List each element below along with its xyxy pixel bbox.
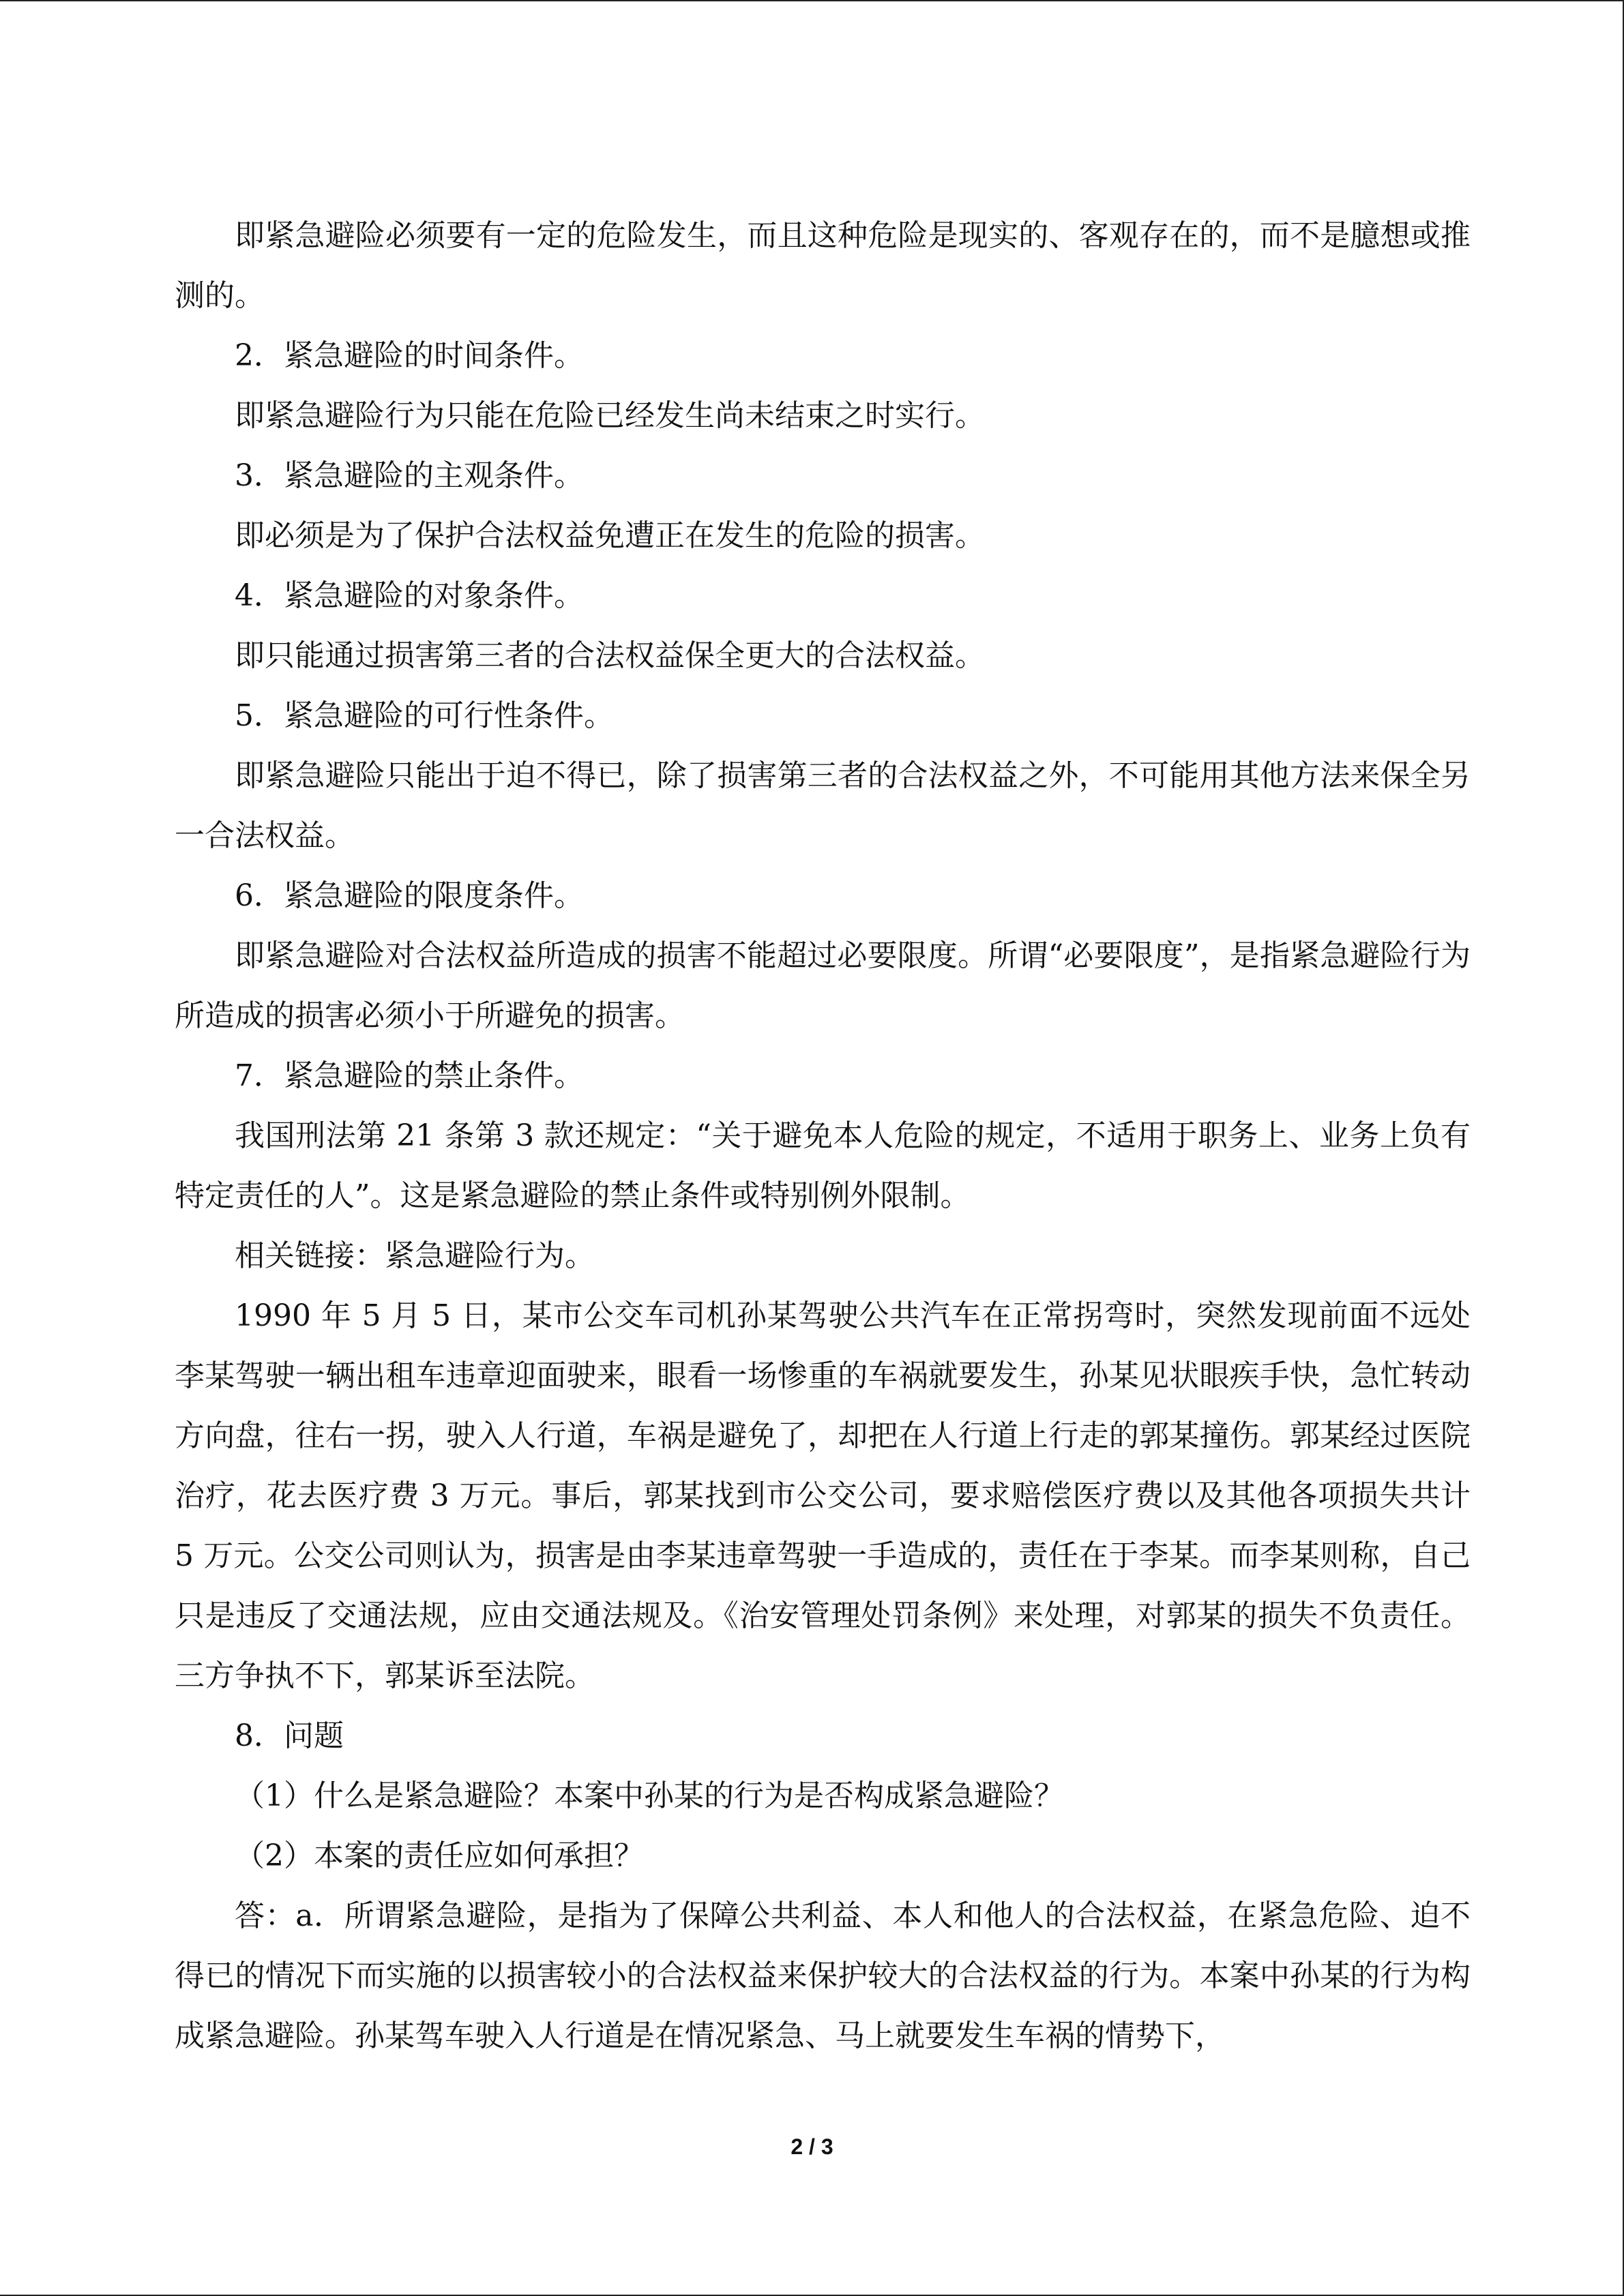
paragraph: 2．紧急避险的时间条件。	[235, 338, 584, 373]
paragraph: 我国刑法第 21 条第 3 款还规定：“关于避免本人危险的规定，不适用于职务上、业务上负有特定责任的人”。这是紧急避险的禁止条件或特别例外限制。	[175, 1118, 1471, 1213]
document-body	[175, 206, 1471, 2066]
paragraph: 8．问题	[235, 1718, 344, 1753]
paragraph: 答：a．所谓紧急避险，是指为了保障公共利益、本人和他人的合法权益，在紧急危险、迫不得已的情况下而实施的以损害较小的合法权益来保护较大的合法权益的行为。本案中孙某的行为构成紧急避险。孙某驾车驶入人行道是在情况紧急、马上就要发生车祸的情势下，	[175, 1898, 1471, 2053]
paragraph: 即紧急避险行为只能在危险已经发生尚未结束之时实行。	[235, 398, 985, 433]
paragraph: 即必须是为了保护合法权益免遭正在发生的危险的损害。	[235, 518, 985, 553]
paragraph: 4．紧急避险的对象条件。	[235, 578, 584, 613]
paragraph: 7．紧急避险的禁止条件。	[235, 1058, 584, 1093]
paragraph: 5．紧急避险的可行性条件。	[235, 698, 614, 733]
paragraph: （2）本案的责任应如何承担？	[235, 1838, 644, 1873]
paragraph: 即紧急避险必须要有一定的危险发生，而且这种危险是现实的、客观存在的，而不是臆想或推测的。	[175, 218, 1471, 313]
paragraph: 即紧急避险只能出于迫不得已，除了损害第三者的合法权益之外，不可能用其他方法来保全另一合法权益。	[175, 758, 1471, 853]
page-number: 2 / 3	[791, 2134, 833, 2159]
paragraph: 相关链接：紧急避险行为。	[235, 1238, 595, 1273]
paragraph: 1990 年 5 月 5 日，某市公交车司机孙某驾驶公共汽车在正常拐弯时，突然发现前面不远处李某驾驶一辆出租车违章迎面驶来，眼看一场惨重的车祸就要发生，孙某见状眼疾手快，急忙转动方向盘，往右一拐，驶入人行道，车祸是避免了，却把在人行道上行走的郭某撞伤。郭某经过医院治疗，花去医疗费 3 万元。事后，郭某找到市公交公司，要求赔偿医疗费以及其他各项损失共计 5 万元。公交公司则认为，损害是由李某违章驾驶一手造成的，责任在于李某。而李某则称，自己只是违反了交通法规，应由交通法规及。《治安管理处罚条例》来处理，对郭某的损失不负责任。三方争执不下，郭某诉至法院。	[175, 1298, 1471, 1693]
paragraph: 6．紧急避险的限度条件。	[235, 878, 584, 913]
paragraph: 3．紧急避险的主观条件。	[235, 458, 584, 493]
paragraph: 即只能通过损害第三者的合法权益保全更大的合法权益。	[235, 638, 985, 673]
paragraph: 即紧急避险对合法权益所造成的损害不能超过必要限度。所谓“必要限度”，是指紧急避险行为所造成的损害必须小于所避免的损害。	[175, 938, 1471, 1033]
paragraph: （1）什么是紧急避险？本案中孙某的行为是否构成紧急避险？	[235, 1778, 1064, 1813]
